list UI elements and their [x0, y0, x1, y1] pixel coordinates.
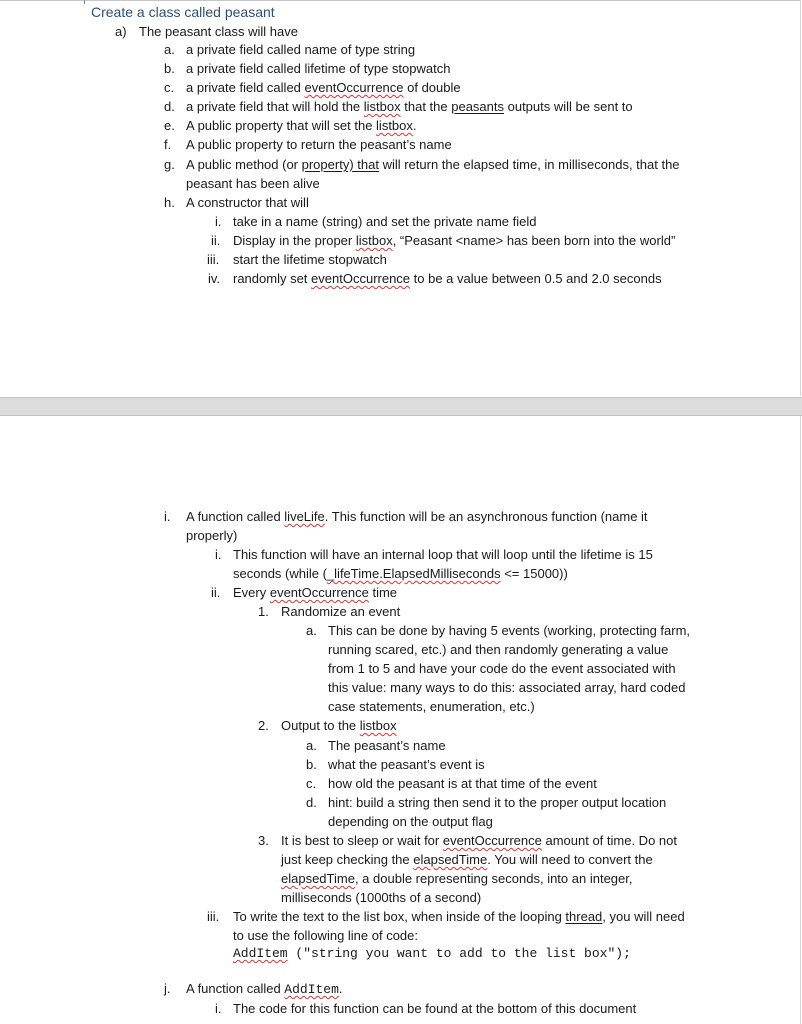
list-item-c: a private field called eventOccurrence of double — [186, 80, 461, 95]
step-3-line: It is best to sleep or wait for eventOccurrence amount of time. Do not — [281, 833, 677, 848]
step-2a: The peasant’s name — [328, 738, 446, 753]
sublist-item-iii-cont: to use the following line of code: — [233, 928, 419, 943]
section-a-text: The peasant class will have — [139, 24, 298, 39]
step-1a-line: This can be done by having 5 events (working, protecting farm, — [328, 623, 691, 638]
list-marker: b. — [164, 61, 175, 76]
list-item-i-cont: properly) — [186, 528, 238, 543]
list-marker: e. — [164, 118, 175, 133]
underlined-word: property) that — [301, 157, 379, 172]
margin-mark — [84, 0, 85, 4]
list-marker: g. — [164, 157, 175, 172]
step-3-line: just keep checking the elapsedTime. You will need to convert the — [281, 852, 653, 867]
sublist-item-i: This function will have an internal loop that will loop until the lifetime is 15 — [233, 547, 653, 562]
sublist-item-iv: randomly set eventOccurrence to be a value between 0.5 and 2.0 seconds — [233, 271, 662, 286]
list-item-i: A function called liveLife. This function will be an asynchronous function (name it — [186, 509, 648, 524]
step-3-line: elapsedTime, a double representing seconds, into an integer, — [281, 871, 633, 886]
sublist-item-ii: Display in the proper listbox, “Peasant <name> has been born into the world” — [233, 233, 676, 248]
list-item-e: A public property that will set the listbox. — [186, 118, 417, 133]
step-1: Randomize an event — [281, 604, 401, 619]
numbered-marker: 1. — [258, 604, 269, 619]
spellcheck-word: AddItem — [284, 982, 339, 997]
page-break-gap — [0, 397, 802, 416]
step-1a-line: from 1 to 5 and have your code do the event associated with — [328, 661, 676, 676]
sublist-marker: iii. — [207, 252, 220, 267]
numbered-marker: 2. — [258, 718, 269, 733]
sublist-item-i-cont: seconds (while (_lifeTime.ElapsedMilliseconds <= 15000)) — [233, 566, 568, 581]
list-marker: f. — [164, 137, 172, 152]
list-marker: c. — [164, 80, 175, 95]
section-a-marker: a) — [115, 24, 127, 39]
spellcheck-word: _lifeTime.ElapsedMilliseconds — [326, 566, 501, 581]
spellcheck-word: listbox — [359, 718, 397, 733]
list-marker: a. — [164, 42, 175, 57]
underlined-word: peasants — [451, 99, 504, 114]
sublist-marker: ii. — [211, 585, 221, 600]
code-line: AddItem ("string you want to add to the list box"); — [233, 946, 631, 961]
sublist-item-j-i: The code for this function can be found at the bottom of this document — [233, 1001, 637, 1016]
sublist-item-iii: start the lifetime stopwatch — [233, 252, 387, 267]
spellcheck-word: elapsedTime — [281, 871, 355, 886]
list-marker: b. — [306, 757, 317, 772]
list-marker: h. — [164, 195, 175, 210]
step-2d: hint: build a string then send it to the proper output location — [328, 795, 667, 810]
sublist-marker: iv. — [208, 271, 221, 286]
list-item-g-cont: peasant has been alive — [186, 176, 320, 191]
list-marker: d. — [164, 99, 175, 114]
underlined-word: thread — [565, 909, 603, 924]
sublist-marker: i. — [215, 547, 222, 562]
sublist-marker: iii. — [207, 909, 220, 924]
list-marker: i. — [164, 509, 171, 524]
step-2: Output to the listbox — [281, 718, 397, 733]
step-1a-line: this value: many ways to do this: associated array, hard coded — [328, 680, 686, 695]
document-page-1 — [0, 0, 801, 396]
step-2c: how old the peasant is at that time of the event — [328, 776, 597, 791]
list-marker: j. — [164, 981, 171, 996]
heading-create-class: Create a class called peasant — [91, 4, 275, 20]
spellcheck-word: listbox — [376, 118, 413, 133]
list-item-j: A function called AddItem. — [186, 981, 343, 997]
list-marker: a. — [306, 623, 317, 638]
list-item-h: A constructor that will — [186, 195, 309, 210]
list-marker: c. — [306, 776, 317, 791]
list-item-d: a private field that will hold the listbox that the peasants outputs will be sent to — [186, 99, 633, 114]
sublist-item-i: take in a name (string) and set the private name field — [233, 214, 537, 229]
list-marker: d. — [306, 795, 317, 810]
step-2b: what the peasant’s event is — [328, 757, 485, 772]
list-item-b: a private field called lifetime of type stopwatch — [186, 61, 451, 76]
list-marker: a. — [306, 738, 317, 753]
sublist-item-ii: Every eventOccurrence time — [233, 585, 398, 600]
list-item-f: A public property to return the peasant’s name — [186, 137, 452, 152]
spellcheck-word: eventOccurrence — [442, 833, 542, 848]
sublist-marker: ii. — [211, 233, 221, 248]
spellcheck-word: elapsedTime — [413, 852, 488, 867]
sublist-marker: i. — [215, 214, 222, 229]
spellcheck-word: eventOccurrence — [304, 80, 404, 95]
step-1a-line: case statements, enumeration, etc.) — [328, 699, 535, 714]
document-page-2 — [0, 416, 801, 1024]
sublist-marker: i. — [215, 1001, 222, 1016]
spellcheck-word: eventOccurrence — [311, 271, 411, 286]
sublist-item-iii: To write the text to the list box, when inside of the looping thread, you will need — [233, 909, 685, 924]
list-item-a: a private field called name of type string — [186, 42, 416, 57]
numbered-marker: 3. — [258, 833, 269, 848]
spellcheck-word: listbox — [355, 233, 393, 248]
step-2d-cont: depending on the output flag — [328, 814, 493, 829]
step-3-line: milliseconds (1000ths of a second) — [281, 890, 482, 905]
page-top-edge — [0, 0, 800, 1]
spellcheck-word: liveLife — [284, 509, 325, 524]
step-1a-line: running scared, etc.) and then randomly generating a value — [328, 642, 669, 657]
spellcheck-word: eventOccurrence — [269, 585, 369, 600]
list-item-g: A public method (or property) that will return the elapsed time, in milliseconds, that the — [186, 157, 680, 172]
spellcheck-word: listbox — [363, 99, 401, 114]
spellcheck-word: AddItem — [233, 946, 288, 961]
